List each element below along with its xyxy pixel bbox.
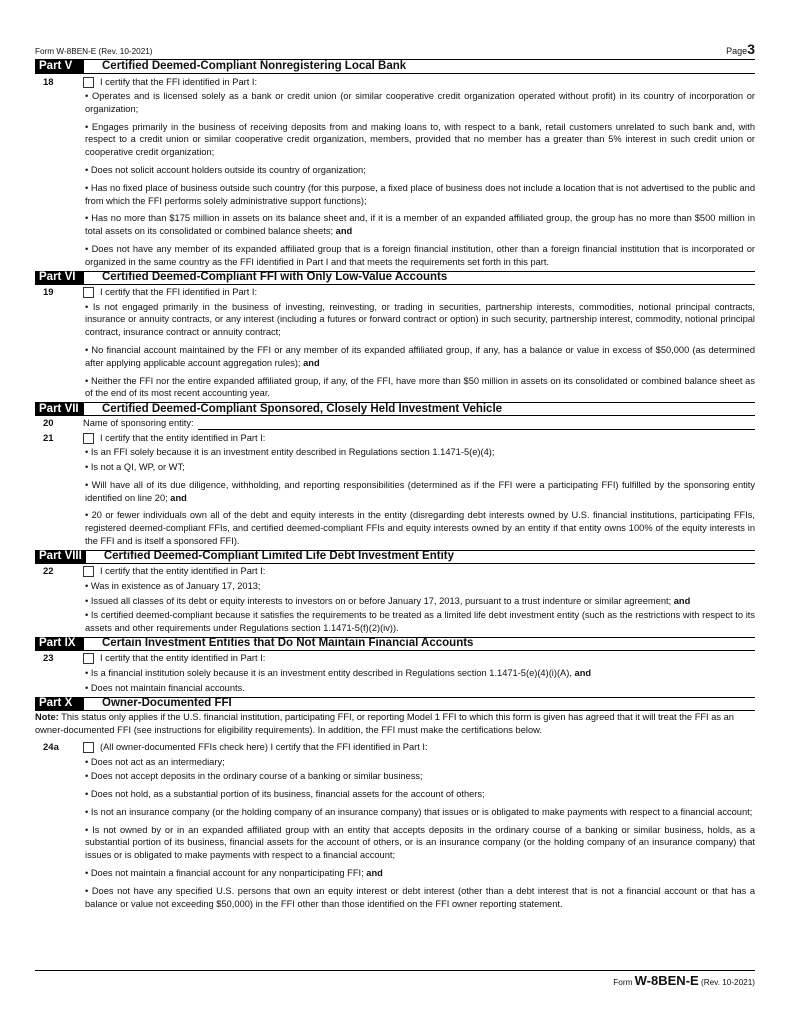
line-20 — [35, 416, 755, 430]
bullet-text: • Neither the FFI nor the entire expanded affiliated group, if any, of the FFI, have more than $50 million in assets on its consolidated or combined balance sheet as of the end of its most recent accounting year. — [85, 375, 755, 399]
bullet-text: • Is not a QI, WP, or WT; — [85, 461, 185, 472]
line-number: 24a — [43, 742, 59, 753]
line-number: 22 — [43, 566, 54, 578]
bullet-text: • Does not maintain a financial account for any nonparticipating FFI; and — [85, 868, 383, 879]
certify-text: I certify that the entity identified in Part I: — [100, 432, 266, 443]
line-19 — [35, 285, 755, 301]
line-24a — [35, 740, 755, 756]
part-viii-header — [35, 550, 755, 564]
line-23 — [35, 651, 755, 667]
line-number: 21 — [43, 432, 54, 444]
line-21-checkbox[interactable] — [83, 433, 94, 444]
part-label: Part VI — [35, 271, 84, 284]
bullet-text: • Does not act as an intermediary; — [85, 756, 225, 767]
page-header — [35, 41, 755, 60]
bullet-text: • Does not have any member of its expanded affiliated group that is a foreign financial institution, other than a foreign financial institution that is incorporated or organized in the same country as the FFI identified in Part I and that meets the requirements set forth in this part. — [85, 243, 755, 267]
bullet-text: • Is a financial institution solely because it is an investment entity described in Regulations section 1.1471-5(e)(4)(i)(A), and — [85, 667, 592, 678]
line-number: 18 — [43, 76, 54, 88]
form-page — [35, 41, 755, 912]
part-label: Part VII — [35, 403, 84, 416]
line-19-checkbox[interactable] — [83, 287, 94, 298]
bullet-text: • Does not hold, as a substantial portion of its business, financial assets for the account of others; — [85, 789, 485, 800]
footer-form-id: Form W-8BEN-E (Rev. 10-2021) — [613, 973, 755, 988]
form-revision: Form W-8BEN-E (Rev. 10-2021) — [35, 47, 153, 56]
bullet-text: • Does not accept deposits in the ordinary course of a banking or similar business; — [85, 771, 423, 782]
part-x-header — [35, 697, 755, 711]
certify-text: I certify that the FFI identified in Part I: — [100, 76, 258, 87]
line-number: 20 — [43, 418, 54, 430]
part-label: Part IX — [35, 637, 84, 650]
bullet-text: • Will have all of its due diligence, withholding, and reporting responsibilities (determined as if the FFI were a participating FFI) fulfilled by the sponsoring entity identified on line 20; and — [85, 479, 755, 503]
line-number: 19 — [43, 287, 54, 299]
line-23-checkbox[interactable] — [83, 653, 94, 664]
bullet-text: • Operates and is licensed solely as a bank or credit union (or similar cooperative credit organization operated without profit) in its country of incorporation or organization; — [85, 91, 755, 114]
part-x-note: Note: This status only applies if the U.S. financial institution, participating FFI, or reporting Model 1 FFI to which this form is given has agreed that it will treat the FFI as an owner-documented FFI (see instructions for eligibility requirements). In addition, the FFI must make the certifications below. — [35, 711, 734, 735]
line-24a-checkbox[interactable] — [83, 742, 94, 753]
page-footer — [35, 970, 755, 989]
part-title: Certified Deemed-Compliant Sponsored, Closely Held Investment Vehicle — [102, 402, 503, 415]
line-22 — [35, 564, 755, 580]
part-label: Part VIII — [35, 550, 86, 563]
certify-text: I certify that the entity identified in Part I: — [100, 566, 266, 577]
part-title: Certain Investment Entities that Do Not Maintain Financial Accounts — [102, 637, 474, 650]
certify-text: I certify that the entity identified in Part I: — [100, 653, 266, 664]
line-number: 23 — [43, 653, 54, 665]
bullet-text: • Is not an insurance company (or the holding company of an insurance company) that issues or is obligated to make payments with respect to a financial account; — [85, 806, 753, 817]
part-label: Part X — [35, 697, 84, 710]
footer-form-name: W-8BEN-E — [634, 973, 699, 988]
bullet-text: • Has no fixed place of business outside such country (for this purpose, a fixed place of business does not include a location that is not advertised to the public and from which the FFI performs solely administrative support functions); — [85, 182, 755, 206]
bullet-text: • Engages primarily in the business of receiving deposits from and making loans to, with respect to a bank, retail customers unrelated to such bank and, with respect to a credit union or similar cooperative credit organization, members, provided that no member has a greater than 5% interest in such credit union or cooperative credit organization; — [85, 121, 755, 158]
sponsoring-entity-field[interactable] — [198, 419, 755, 430]
page-number: 3 — [747, 41, 755, 57]
part-label: Part V — [35, 60, 84, 73]
bullet-text: • Does not have any specified U.S. persons that own an equity interest or debt interest (other than a debt interest that is not a financial account or that has a balance or value not exceeding $50,000) in the FFI other than those identified on the FFI owner reporting statement. — [85, 885, 755, 909]
page-indicator: Page3 — [726, 41, 755, 57]
bullet-text: • Was in existence as of January 17, 2013; — [85, 580, 261, 591]
line-18 — [35, 74, 755, 90]
certify-text: I certify that the FFI identified in Part I: — [100, 287, 258, 298]
line-18-checkbox[interactable] — [83, 77, 94, 88]
part-title: Certified Deemed-Compliant Nonregistering Local Bank — [102, 60, 407, 72]
bullet-text: • No financial account maintained by the FFI or any member of its expanded affiliated group, if any, has a balance or value in excess of $50,000 (as determined after applying applicable account aggregation rules); and — [85, 344, 755, 368]
line-22-checkbox[interactable] — [83, 566, 94, 577]
part-v-header — [35, 60, 755, 74]
sponsoring-entity-label: Name of sponsoring entity: — [83, 418, 194, 429]
bullet-text: • Is not owned by or in an expanded affiliated group with an entity that accepts deposits in the ordinary course of a banking or similar business, holds, as a substantial portion of its business, financial assets for the account of others, or is an insurance company (or the holding company of an insurance company) that issues or is obligated to make payments with respect to a financial account; — [85, 824, 755, 861]
bullet-text: • Does not solicit account holders outside its country of organization; — [85, 164, 366, 175]
part-ix-header — [35, 637, 755, 651]
bullet-text: • Has no more than $175 million in assets on its balance sheet and, if it is a member of an expanded affiliated group, the group has no more than $500 million in total assets on its consolidated or combined balance sheets; and — [85, 213, 755, 237]
bullet-text: • Is not engaged primarily in the business of investing, reinvesting, or trading in securities, partnership interests, commodities, notional principal contracts, insurance or annuity contracts, or any interest (including a futures or forward contract or option) in such security, partnership interest, commodity, notional principal contract, insurance contract or annuity contract; — [85, 301, 755, 338]
bullet-text: • Is certified deemed-compliant because it satisfies the requirements to be treated as a limited life debt investment entity (such as the restrictions with respect to its assets and other requirements under Regulations section 1.1471-5(f)(2)(iv)). — [85, 610, 755, 634]
part-vi-header — [35, 271, 755, 285]
bullet-text: • Is an FFI solely because it is an investment entity described in Regulations section 1.1471-5(e)(4); — [85, 447, 495, 458]
line-21 — [35, 430, 755, 446]
bullet-text: • Issued all classes of its debt or equity interests to investors on or before January 17, 2013, pursuant to a trust indenture or similar agreement; and — [85, 595, 691, 606]
part-title: Certified Deemed-Compliant Limited Life Debt Investment Entity — [103, 550, 454, 563]
part-vii-header — [35, 402, 755, 416]
bullet-text: • Does not maintain financial accounts. — [85, 682, 245, 693]
part-title: Certified Deemed-Compliant FFI with Only Low-Value Accounts — [102, 271, 448, 284]
bullet-text: • 20 or fewer individuals own all of the debt and equity interests in the entity (disregarding debt interests owned by U.S. financial institutions, participating FFIs, registered deemed-compliant FFIs, and certified deemed-compliant FFIs and equity interests owned by an entity if that entity owns 100% of the equity interests in the FFI and is itself a sponsored FFI). — [85, 510, 755, 546]
part-title: Owner-Documented FFI — [102, 697, 232, 709]
certify-text: (All owner-documented FFIs check here) I certify that the FFI identified in Part I: — [100, 742, 428, 752]
